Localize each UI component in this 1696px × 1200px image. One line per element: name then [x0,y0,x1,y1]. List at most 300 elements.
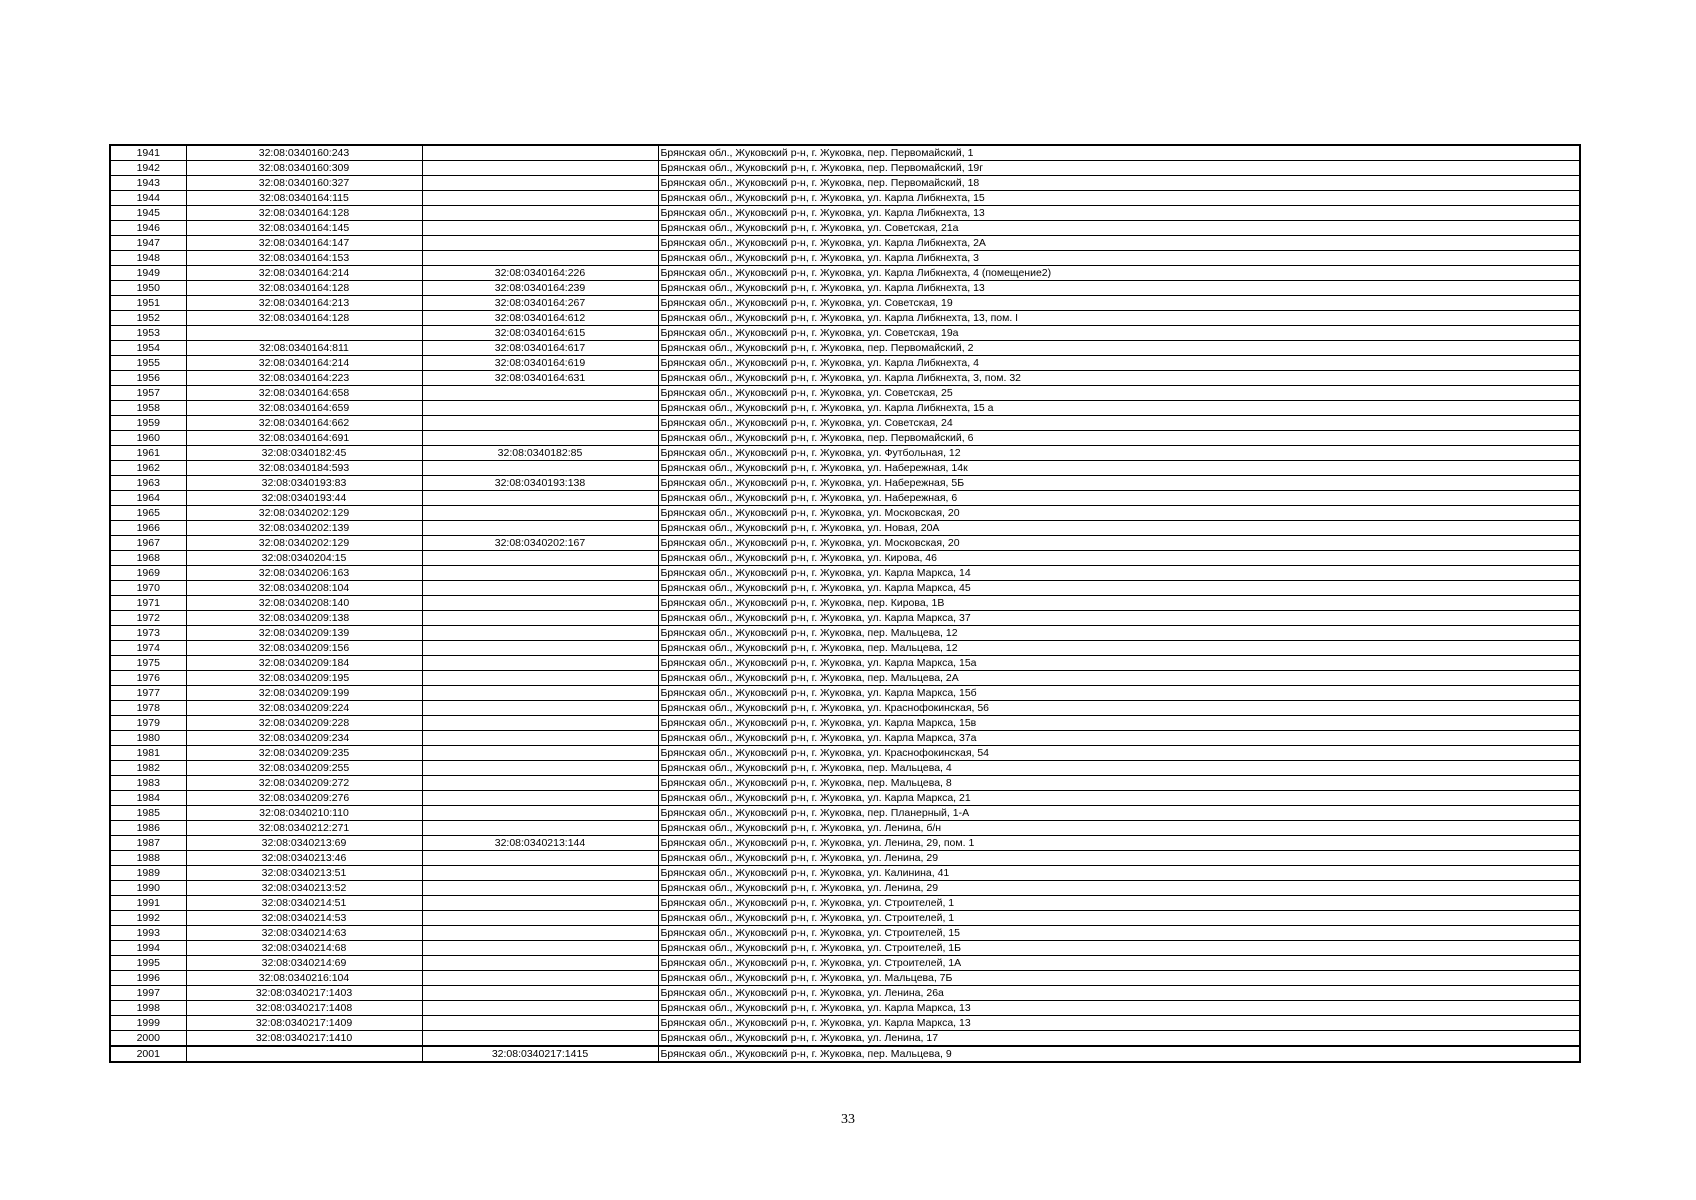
address-cell: Брянская обл., Жуковский р-н, г. Жуковка, ул. Карла Маркса, 45 [658,581,1580,596]
address-cell: Брянская обл., Жуковский р-н, г. Жуковка, ул. Карла Либкнехта, 15 а [658,401,1580,416]
cadastral-number-cell: 32:08:0340209:224 [186,701,422,716]
table-row [110,461,1580,476]
cadastral-number-cell: 32:08:0340160:243 [186,145,422,161]
table-row [110,221,1580,236]
related-cadastral-number-cell [422,461,658,476]
related-cadastral-number-cell [422,1016,658,1031]
table-row [110,686,1580,701]
table-row [110,716,1580,731]
related-cadastral-number-cell: 32:08:0340202:167 [422,536,658,551]
row-number-cell: 1997 [110,986,186,1001]
related-cadastral-number-cell [422,911,658,926]
address-cell: Брянская обл., Жуковский р-н, г. Жуковка, пер. Первомайский, 2 [658,341,1580,356]
cadastral-number-cell: 32:08:0340209:139 [186,626,422,641]
table-row [110,191,1580,206]
address-cell: Брянская обл., Жуковский р-н, г. Жуковка, ул. Карла Маркса, 15а [658,656,1580,671]
row-number-cell: 1992 [110,911,186,926]
related-cadastral-number-cell: 32:08:0340164:619 [422,356,658,371]
row-number-cell: 1944 [110,191,186,206]
related-cadastral-number-cell [422,206,658,221]
table-row [110,206,1580,221]
address-cell: Брянская обл., Жуковский р-н, г. Жуковка, ул. Карла Либкнехта, 13 [658,281,1580,296]
table-row [110,731,1580,746]
address-cell: Брянская обл., Жуковский р-н, г. Жуковка, ул. Московская, 20 [658,506,1580,521]
table-row [110,491,1580,506]
row-number-cell: 1960 [110,431,186,446]
related-cadastral-number-cell [422,581,658,596]
related-cadastral-number-cell [422,1001,658,1016]
related-cadastral-number-cell [422,1031,658,1047]
row-number-cell: 1946 [110,221,186,236]
table-row [110,371,1580,386]
cadastral-number-cell: 32:08:0340209:272 [186,776,422,791]
table-row [110,836,1580,851]
address-cell: Брянская обл., Жуковский р-н, г. Жуковка, пер. Мальцева, 12 [658,626,1580,641]
address-cell: Брянская обл., Жуковский р-н, г. Жуковка, ул. Карла Либкнехта, 3, пом. 32 [658,371,1580,386]
cadastral-number-cell: 32:08:0340209:199 [186,686,422,701]
address-cell: Брянская обл., Жуковский р-н, г. Жуковка, ул. Кирова, 46 [658,551,1580,566]
related-cadastral-number-cell [422,145,658,161]
cadastral-number-cell: 32:08:0340164:811 [186,341,422,356]
cadastral-number-cell: 32:08:0340164:145 [186,221,422,236]
address-cell: Брянская обл., Жуковский р-н, г. Жуковка, ул. Карла Маркса, 15б [658,686,1580,701]
cadastral-number-cell: 32:08:0340208:104 [186,581,422,596]
related-cadastral-number-cell [422,506,658,521]
row-number-cell: 1949 [110,266,186,281]
row-number-cell: 1995 [110,956,186,971]
address-cell: Брянская обл., Жуковский р-н, г. Жуковка, ул. Набережная, 14к [658,461,1580,476]
row-number-cell: 1964 [110,491,186,506]
related-cadastral-number-cell [422,626,658,641]
address-cell: Брянская обл., Жуковский р-н, г. Жуковка, ул. Строителей, 1Б [658,941,1580,956]
register-table [109,144,1581,1063]
cadastral-number-cell: 32:08:0340164:659 [186,401,422,416]
table-row [110,416,1580,431]
cadastral-number-cell: 32:08:0340217:1408 [186,1001,422,1016]
table-row [110,881,1580,896]
table-row [110,596,1580,611]
address-cell: Брянская обл., Жуковский р-н, г. Жуковка, ул. Московская, 20 [658,536,1580,551]
row-number-cell: 1973 [110,626,186,641]
address-cell: Брянская обл., Жуковский р-н, г. Жуковка, ул. Карла Маркса, 21 [658,791,1580,806]
related-cadastral-number-cell [422,566,658,581]
row-number-cell: 1950 [110,281,186,296]
address-cell: Брянская обл., Жуковский р-н, г. Жуковка, ул. Ленина, 29, пом. 1 [658,836,1580,851]
related-cadastral-number-cell [422,611,658,626]
related-cadastral-number-cell: 32:08:0340213:144 [422,836,658,851]
row-number-cell: 1983 [110,776,186,791]
table-row [110,161,1580,176]
related-cadastral-number-cell: 32:08:0340164:617 [422,341,658,356]
related-cadastral-number-cell [422,746,658,761]
address-cell: Брянская обл., Жуковский р-н, г. Жуковка, ул. Строителей, 1 [658,911,1580,926]
address-cell: Брянская обл., Жуковский р-н, г. Жуковка, ул. Краснофокинская, 56 [658,701,1580,716]
cadastral-number-cell: 32:08:0340209:195 [186,671,422,686]
address-cell: Брянская обл., Жуковский р-н, г. Жуковка, ул. Карла Либкнехта, 4 (помещение2) [658,266,1580,281]
table-row [110,971,1580,986]
cadastral-number-cell: 32:08:0340164:147 [186,236,422,251]
row-number-cell: 1996 [110,971,186,986]
table-row [110,776,1580,791]
table-row [110,671,1580,686]
row-number-cell: 1989 [110,866,186,881]
address-cell: Брянская обл., Жуковский р-н, г. Жуковка, пер. Мальцева, 4 [658,761,1580,776]
related-cadastral-number-cell: 32:08:0340164:612 [422,311,658,326]
related-cadastral-number-cell: 32:08:0340164:267 [422,296,658,311]
table-row [110,506,1580,521]
related-cadastral-number-cell [422,686,658,701]
row-number-cell: 1974 [110,641,186,656]
table-row [110,446,1580,461]
cadastral-number-cell: 32:08:0340202:129 [186,536,422,551]
address-cell: Брянская обл., Жуковский р-н, г. Жуковка, ул. Ленина, 29 [658,881,1580,896]
cadastral-number-cell: 32:08:0340214:68 [186,941,422,956]
address-cell: Брянская обл., Жуковский р-н, г. Жуковка, ул. Карла Маркса, 37а [658,731,1580,746]
row-number-cell: 1976 [110,671,186,686]
row-number-cell: 2001 [110,1046,186,1062]
table-row [110,1031,1580,1047]
table-row [110,1001,1580,1016]
address-cell: Брянская обл., Жуковский р-н, г. Жуковка, ул. Карла Либкнехта, 13, пом. I [658,311,1580,326]
cadastral-number-cell: 32:08:0340214:51 [186,896,422,911]
related-cadastral-number-cell [422,176,658,191]
related-cadastral-number-cell [422,431,658,446]
row-number-cell: 1987 [110,836,186,851]
table-row [110,145,1580,161]
related-cadastral-number-cell [422,491,658,506]
row-number-cell: 1986 [110,821,186,836]
table-row [110,566,1580,581]
address-cell: Брянская обл., Жуковский р-н, г. Жуковка, ул. Футбольная, 12 [658,446,1580,461]
cadastral-number-cell: 32:08:0340213:69 [186,836,422,851]
related-cadastral-number-cell [422,221,658,236]
row-number-cell: 1958 [110,401,186,416]
cadastral-number-cell: 32:08:0340209:228 [186,716,422,731]
address-cell: Брянская обл., Жуковский р-н, г. Жуковка, ул. Набережная, 5Б [658,476,1580,491]
cadastral-number-cell: 32:08:0340213:46 [186,851,422,866]
row-number-cell: 1998 [110,1001,186,1016]
related-cadastral-number-cell [422,821,658,836]
row-number-cell: 1971 [110,596,186,611]
related-cadastral-number-cell [422,161,658,176]
cadastral-number-cell: 32:08:0340164:658 [186,386,422,401]
address-cell: Брянская обл., Жуковский р-н, г. Жуковка, ул. Калинина, 41 [658,866,1580,881]
related-cadastral-number-cell [422,791,658,806]
address-cell: Брянская обл., Жуковский р-н, г. Жуковка, ул. Ленина, б/н [658,821,1580,836]
related-cadastral-number-cell [422,941,658,956]
cadastral-number-cell: 32:08:0340164:153 [186,251,422,266]
row-number-cell: 1965 [110,506,186,521]
cadastral-number-cell: 32:08:0340164:115 [186,191,422,206]
row-number-cell: 1956 [110,371,186,386]
address-cell: Брянская обл., Жуковский р-н, г. Жуковка, ул. Строителей, 1 [658,896,1580,911]
address-cell: Брянская обл., Жуковский р-н, г. Жуковка, ул. Карла Маркса, 37 [658,611,1580,626]
table-row [110,641,1580,656]
row-number-cell: 1984 [110,791,186,806]
related-cadastral-number-cell: 32:08:0340217:1415 [422,1046,658,1062]
table-row [110,941,1580,956]
related-cadastral-number-cell [422,716,658,731]
row-number-cell: 1952 [110,311,186,326]
table-row [110,791,1580,806]
related-cadastral-number-cell [422,521,658,536]
address-cell: Брянская обл., Жуковский р-н, г. Жуковка, ул. Строителей, 1А [658,956,1580,971]
cadastral-number-cell: 32:08:0340164:128 [186,281,422,296]
table-row [110,236,1580,251]
row-number-cell: 1988 [110,851,186,866]
cadastral-number-cell: 32:08:0340214:63 [186,926,422,941]
cadastral-number-cell: 32:08:0340193:83 [186,476,422,491]
cadastral-number-cell [186,326,422,341]
table-row [110,851,1580,866]
cadastral-number-cell: 32:08:0340164:223 [186,371,422,386]
table-row [110,251,1580,266]
row-number-cell: 1979 [110,716,186,731]
table-row [110,581,1580,596]
cadastral-number-cell: 32:08:0340164:214 [186,356,422,371]
address-cell: Брянская обл., Жуковский р-н, г. Жуковка, ул. Ленина, 17 [658,1031,1580,1047]
related-cadastral-number-cell [422,671,658,686]
related-cadastral-number-cell [422,701,658,716]
address-cell: Брянская обл., Жуковский р-н, г. Жуковка, ул. Карла Либкнехта, 4 [658,356,1580,371]
table-row [110,821,1580,836]
cadastral-number-cell: 32:08:0340209:184 [186,656,422,671]
address-cell: Брянская обл., Жуковский р-н, г. Жуковка, ул. Краснофокинская, 54 [658,746,1580,761]
address-cell: Брянская обл., Жуковский р-н, г. Жуковка, пер. Мальцева, 8 [658,776,1580,791]
address-cell: Брянская обл., Жуковский р-н, г. Жуковка, пер. Кирова, 1В [658,596,1580,611]
row-number-cell: 1977 [110,686,186,701]
row-number-cell: 1990 [110,881,186,896]
cadastral-number-cell: 32:08:0340204:15 [186,551,422,566]
row-number-cell: 1945 [110,206,186,221]
table-row [110,476,1580,491]
related-cadastral-number-cell [422,866,658,881]
cadastral-number-cell: 32:08:0340164:691 [186,431,422,446]
related-cadastral-number-cell [422,386,658,401]
cadastral-number-cell: 32:08:0340208:140 [186,596,422,611]
address-cell: Брянская обл., Жуковский р-н, г. Жуковка, ул. Карла Маркса, 14 [658,566,1580,581]
table-row [110,521,1580,536]
address-cell: Брянская обл., Жуковский р-н, г. Жуковка, ул. Советская, 24 [658,416,1580,431]
cadastral-number-cell: 32:08:0340164:128 [186,311,422,326]
cadastral-number-cell [186,1046,422,1062]
related-cadastral-number-cell: 32:08:0340182:85 [422,446,658,461]
row-number-cell: 1985 [110,806,186,821]
table-row [110,806,1580,821]
cadastral-number-cell: 32:08:0340209:138 [186,611,422,626]
table-row [110,386,1580,401]
address-cell: Брянская обл., Жуковский р-н, г. Жуковка, пер. Первомайский, 19г [658,161,1580,176]
address-cell: Брянская обл., Жуковский р-н, г. Жуковка, пер. Первомайский, 1 [658,145,1580,161]
address-cell: Брянская обл., Жуковский р-н, г. Жуковка, ул. Карла Либкнехта, 3 [658,251,1580,266]
row-number-cell: 1954 [110,341,186,356]
related-cadastral-number-cell [422,776,658,791]
address-cell: Брянская обл., Жуковский р-н, г. Жуковка, пер. Мальцева, 2А [658,671,1580,686]
related-cadastral-number-cell [422,956,658,971]
cadastral-number-cell: 32:08:0340216:104 [186,971,422,986]
cadastral-number-cell: 32:08:0340164:214 [186,266,422,281]
row-number-cell: 2000 [110,1031,186,1047]
related-cadastral-number-cell [422,986,658,1001]
table-row [110,926,1580,941]
row-number-cell: 1955 [110,356,186,371]
cadastral-number-cell: 32:08:0340217:1409 [186,1016,422,1031]
row-number-cell: 1953 [110,326,186,341]
cadastral-number-cell: 32:08:0340202:129 [186,506,422,521]
cadastral-number-cell: 32:08:0340160:327 [186,176,422,191]
related-cadastral-number-cell [422,551,658,566]
address-cell: Брянская обл., Жуковский р-н, г. Жуковка, ул. Карла Либкнехта, 2А [658,236,1580,251]
cadastral-number-cell: 32:08:0340206:163 [186,566,422,581]
cadastral-number-cell: 32:08:0340164:662 [186,416,422,431]
register-table-body [110,145,1580,1062]
row-number-cell: 1982 [110,761,186,776]
row-number-cell: 1943 [110,176,186,191]
table-row [110,281,1580,296]
related-cadastral-number-cell: 32:08:0340193:138 [422,476,658,491]
row-number-cell: 1963 [110,476,186,491]
row-number-cell: 1991 [110,896,186,911]
row-number-cell: 1951 [110,296,186,311]
cadastral-number-cell: 32:08:0340160:309 [186,161,422,176]
related-cadastral-number-cell [422,761,658,776]
related-cadastral-number-cell [422,641,658,656]
table-row [110,986,1580,1001]
table-row [110,1016,1580,1031]
row-number-cell: 1969 [110,566,186,581]
cadastral-number-cell: 32:08:0340164:128 [186,206,422,221]
address-cell: Брянская обл., Жуковский р-н, г. Жуковка, ул. Советская, 25 [658,386,1580,401]
row-number-cell: 1993 [110,926,186,941]
address-cell: Брянская обл., Жуковский р-н, г. Жуковка, пер. Мальцева, 12 [658,641,1580,656]
table-row [110,761,1580,776]
table-row [110,611,1580,626]
cadastral-number-cell: 32:08:0340193:44 [186,491,422,506]
address-cell: Брянская обл., Жуковский р-н, г. Жуковка, ул. Советская, 21а [658,221,1580,236]
row-number-cell: 1972 [110,611,186,626]
cadastral-number-cell: 32:08:0340164:213 [186,296,422,311]
row-number-cell: 1942 [110,161,186,176]
table-row [110,701,1580,716]
row-number-cell: 1968 [110,551,186,566]
related-cadastral-number-cell [422,656,658,671]
row-number-cell: 1970 [110,581,186,596]
related-cadastral-number-cell: 32:08:0340164:615 [422,326,658,341]
table-row [110,176,1580,191]
table-row [110,326,1580,341]
cadastral-number-cell: 32:08:0340209:234 [186,731,422,746]
cadastral-number-cell: 32:08:0340202:139 [186,521,422,536]
table-row [110,911,1580,926]
related-cadastral-number-cell [422,851,658,866]
related-cadastral-number-cell [422,881,658,896]
table-row [110,341,1580,356]
row-number-cell: 1967 [110,536,186,551]
row-number-cell: 1959 [110,416,186,431]
address-cell: Брянская обл., Жуковский р-н, г. Жуковка, пер. Первомайский, 6 [658,431,1580,446]
cadastral-number-cell: 32:08:0340209:235 [186,746,422,761]
row-number-cell: 1962 [110,461,186,476]
related-cadastral-number-cell [422,806,658,821]
address-cell: Брянская обл., Жуковский р-н, г. Жуковка, пер. Первомайский, 18 [658,176,1580,191]
address-cell: Брянская обл., Жуковский р-н, г. Жуковка, ул. Карла Либкнехта, 13 [658,206,1580,221]
address-cell: Брянская обл., Жуковский р-н, г. Жуковка, ул. Набережная, 6 [658,491,1580,506]
related-cadastral-number-cell [422,896,658,911]
cadastral-number-cell: 32:08:0340213:51 [186,866,422,881]
related-cadastral-number-cell [422,731,658,746]
table-row [110,896,1580,911]
cadastral-number-cell: 32:08:0340184:593 [186,461,422,476]
row-number-cell: 1999 [110,1016,186,1031]
related-cadastral-number-cell [422,416,658,431]
related-cadastral-number-cell [422,971,658,986]
table-row [110,1046,1580,1062]
address-cell: Брянская обл., Жуковский р-н, г. Жуковка, ул. Строителей, 15 [658,926,1580,941]
cadastral-number-cell: 32:08:0340182:45 [186,446,422,461]
cadastral-number-cell: 32:08:0340209:156 [186,641,422,656]
address-cell: Брянская обл., Жуковский р-н, г. Жуковка, ул. Карла Маркса, 13 [658,1001,1580,1016]
cadastral-number-cell: 32:08:0340214:53 [186,911,422,926]
table-row [110,956,1580,971]
address-cell: Брянская обл., Жуковский р-н, г. Жуковка, ул. Карла Маркса, 13 [658,1016,1580,1031]
row-number-cell: 1961 [110,446,186,461]
related-cadastral-number-cell: 32:08:0340164:226 [422,266,658,281]
cadastral-number-cell: 32:08:0340209:255 [186,761,422,776]
address-cell: Брянская обл., Жуковский р-н, г. Жуковка, ул. Карла Либкнехта, 15 [658,191,1580,206]
cadastral-number-cell: 32:08:0340214:69 [186,956,422,971]
table-row [110,551,1580,566]
page-number: 33 [841,1112,855,1127]
row-number-cell: 1966 [110,521,186,536]
address-cell: Брянская обл., Жуковский р-н, г. Жуковка, пер. Планерный, 1-А [658,806,1580,821]
cadastral-number-cell: 32:08:0340217:1403 [186,986,422,1001]
row-number-cell: 1981 [110,746,186,761]
cadastral-number-cell: 32:08:0340213:52 [186,881,422,896]
related-cadastral-number-cell [422,236,658,251]
row-number-cell: 1980 [110,731,186,746]
table-row [110,626,1580,641]
row-number-cell: 1948 [110,251,186,266]
related-cadastral-number-cell [422,251,658,266]
row-number-cell: 1975 [110,656,186,671]
table-row [110,401,1580,416]
cadastral-number-cell: 32:08:0340210:110 [186,806,422,821]
table-row [110,266,1580,281]
cadastral-number-cell: 32:08:0340212:271 [186,821,422,836]
table-row [110,656,1580,671]
address-cell: Брянская обл., Жуковский р-н, г. Жуковка, ул. Советская, 19 [658,296,1580,311]
address-cell: Брянская обл., Жуковский р-н, г. Жуковка, ул. Мальцева, 7Б [658,971,1580,986]
table-row [110,356,1580,371]
table-row [110,296,1580,311]
related-cadastral-number-cell [422,191,658,206]
row-number-cell: 1947 [110,236,186,251]
row-number-cell: 1957 [110,386,186,401]
table-row [110,311,1580,326]
address-cell: Брянская обл., Жуковский р-н, г. Жуковка, ул. Ленина, 26а [658,986,1580,1001]
address-cell: Брянская обл., Жуковский р-н, г. Жуковка, пер. Мальцева, 9 [658,1046,1580,1062]
related-cadastral-number-cell [422,401,658,416]
related-cadastral-number-cell: 32:08:0340164:631 [422,371,658,386]
address-cell: Брянская обл., Жуковский р-н, г. Жуковка, ул. Ленина, 29 [658,851,1580,866]
related-cadastral-number-cell [422,596,658,611]
table-row [110,746,1580,761]
related-cadastral-number-cell: 32:08:0340164:239 [422,281,658,296]
cadastral-number-cell: 32:08:0340209:276 [186,791,422,806]
cadastral-number-cell: 32:08:0340217:1410 [186,1031,422,1047]
related-cadastral-number-cell [422,926,658,941]
address-cell: Брянская обл., Жуковский р-н, г. Жуковка, ул. Карла Маркса, 15в [658,716,1580,731]
